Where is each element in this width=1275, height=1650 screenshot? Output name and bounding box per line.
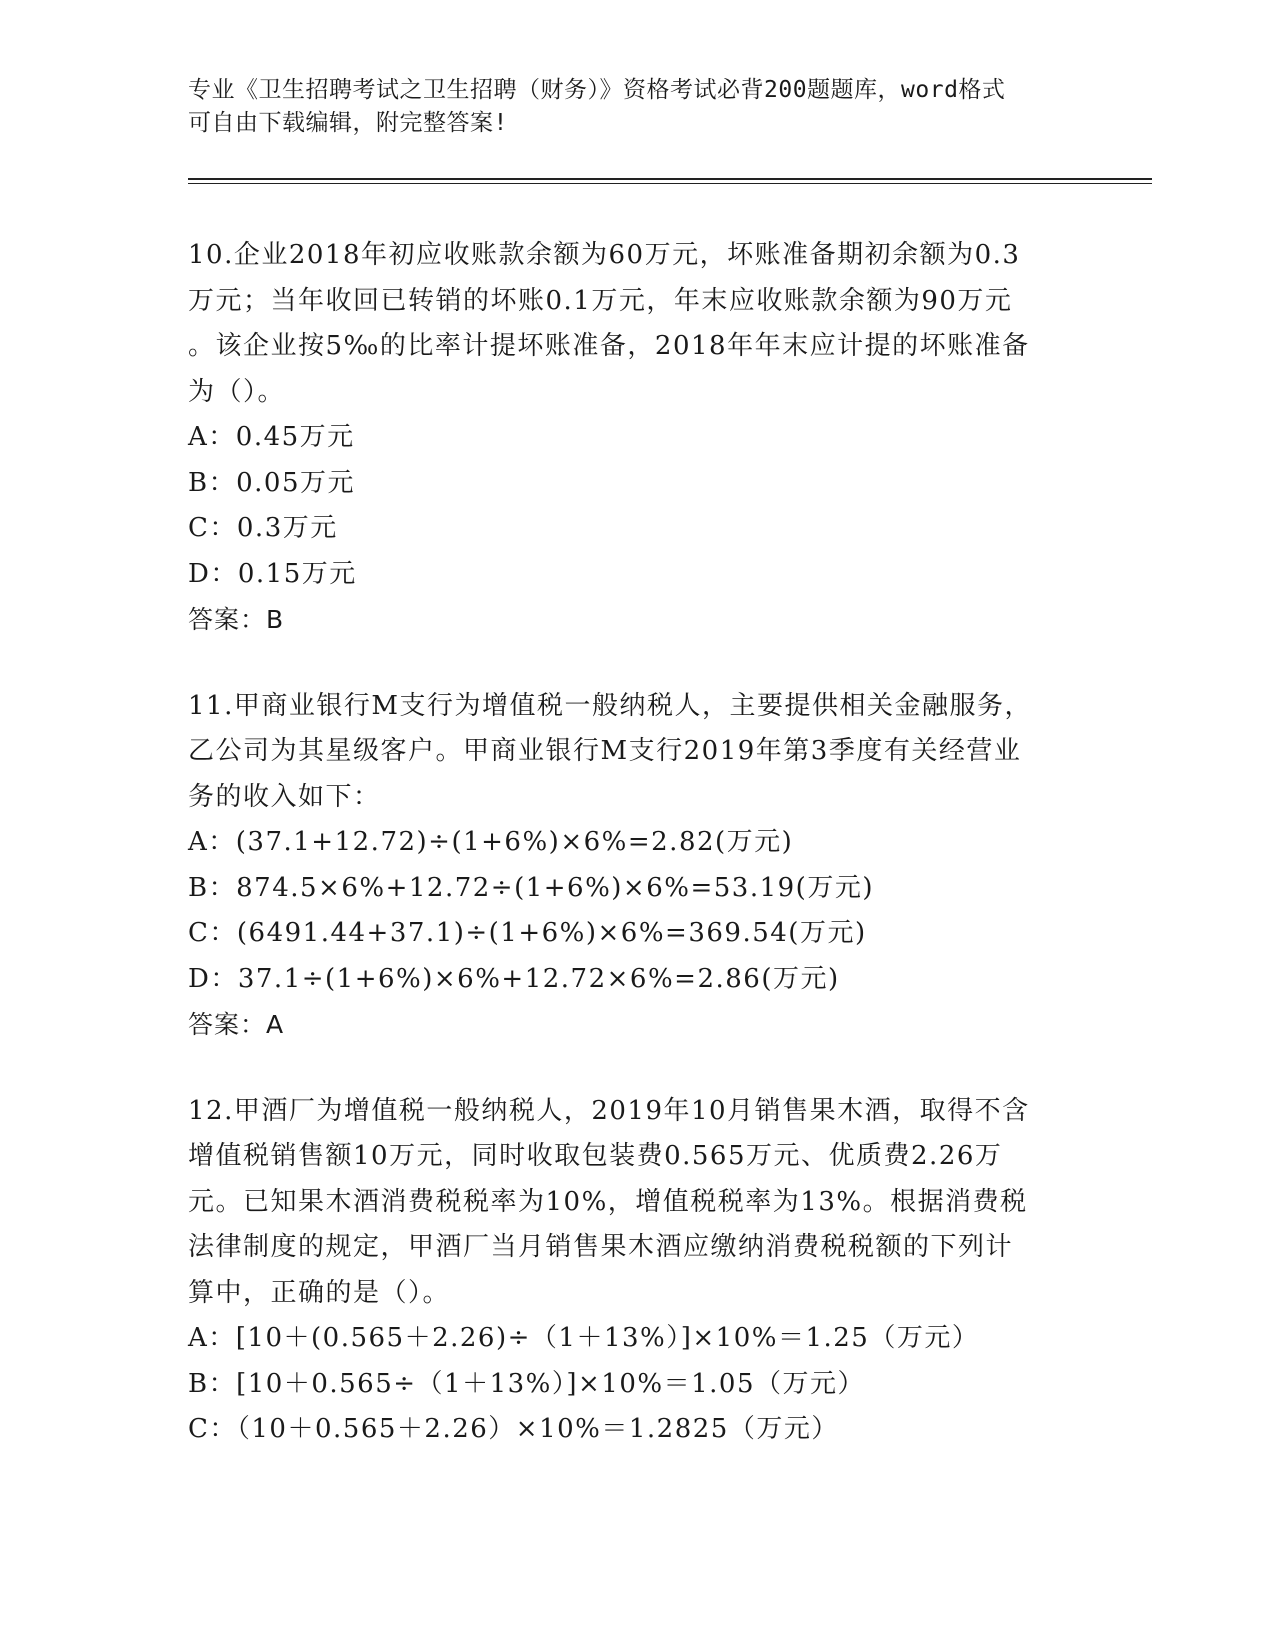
question-stem-line: 算中，正确的是（）。	[188, 1277, 451, 1308]
option-d: D：37.1÷(1+6%)×6%+12.72×6%=2.86(万元)	[188, 963, 840, 994]
question-10	[188, 233, 1088, 643]
option-b: B：[10＋0.565÷（1＋13%）]×10%＝1.05（万元）	[188, 1368, 865, 1399]
question-stem-line: 12.甲酒厂为增值税一般纳税人，2019年10月销售果木酒，取得不含	[188, 1095, 1030, 1126]
option-a: A：0.45万元	[188, 422, 355, 452]
option-c: C：0.3万元	[188, 513, 338, 543]
option-a: A：(37.1+12.72)÷(1+6%)×6%=2.82(万元)	[188, 827, 794, 857]
header-divider-thick	[188, 178, 1152, 180]
question-stem-line: 法律制度的规定，甲酒厂当月销售果木酒应缴纳消费税税额的下列计	[188, 1232, 1014, 1262]
question-12	[188, 1089, 1088, 1453]
question-stem-line: 为（）。	[188, 376, 286, 407]
option-a: A：[10＋(0.565＋2.26)÷（1＋13%）]×10%＝1.25（万元）	[188, 1323, 980, 1353]
question-stem-line: 11.甲商业银行M支行为增值税一般纳税人，主要提供相关金融服务，	[188, 690, 1032, 721]
question-stem-line: 务的收入如下：	[188, 781, 381, 812]
option-b: B：0.05万元	[188, 467, 355, 498]
option-d: D：0.15万元	[188, 558, 357, 589]
header-title-line-1: 专业《卫生招聘考试之卫生招聘（财务）》资格考试必背200题题库，word格式	[188, 77, 1006, 103]
question-stem-line: 元。已知果木酒消费税税率为10%，增值税税率为13%。根据消费税	[188, 1186, 1028, 1217]
question-stem-line: 10.企业2018年初应收账款余额为60万元，坏账准备期初余额为0.3	[188, 240, 1021, 270]
option-c: C：(6491.44+37.1)÷(1+6%)×6%=369.54(万元)	[188, 918, 867, 948]
question-stem-line: 增值税销售额10万元，同时收取包装费0.565万元、优质费2.26万	[188, 1141, 1003, 1171]
option-b: B：874.5×6%+12.72÷(1+6%)×6%=53.19(万元)	[188, 872, 874, 903]
document-header	[188, 74, 1068, 140]
question-stem-line: 。该企业按5‰的比率计提坏账准备，2018年年末应计提的坏账准备	[188, 331, 1030, 361]
option-c: C：（10＋0.565＋2.26）×10%＝1.2825（万元）	[188, 1414, 839, 1444]
header-title-line-2: 可自由下载编辑，附完整答案!	[188, 110, 508, 136]
answer-label: 答案：B	[188, 605, 285, 634]
question-stem-line: 乙公司为其星级客户。甲商业银行M支行2019年第3季度有关经营业	[188, 736, 1022, 766]
question-stem-line: 万元；当年收回已转销的坏账0.1万元，年末应收账款余额为90万元	[188, 285, 1013, 316]
question-list	[188, 233, 1088, 1494]
header-divider-thin	[188, 183, 1152, 184]
answer-label: 答案：A	[188, 1010, 285, 1039]
question-11	[188, 684, 1088, 1048]
